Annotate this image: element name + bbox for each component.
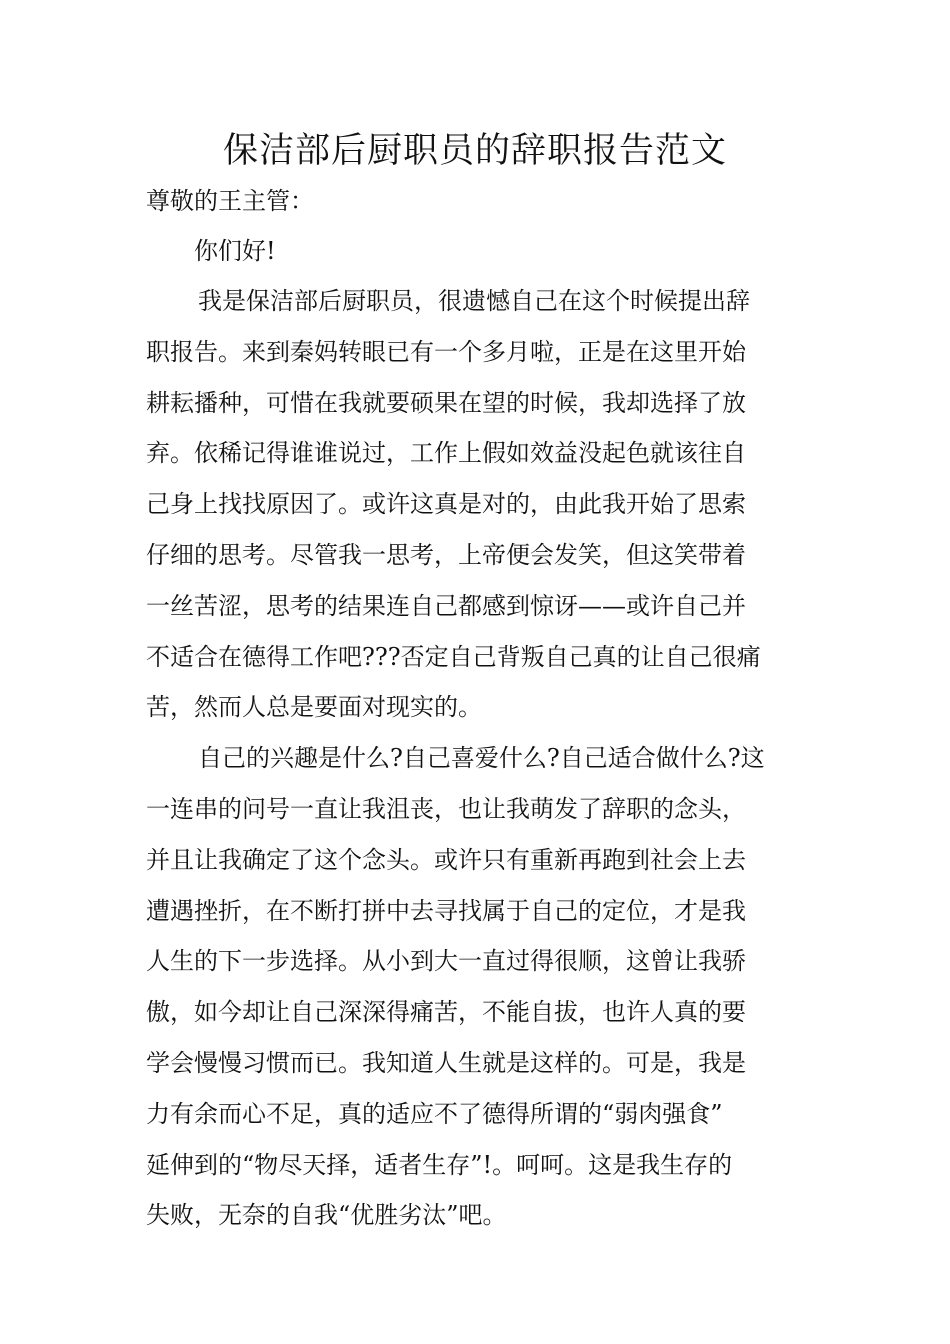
text-line: 职报告。来到秦妈转眼已有一个多月啦，正是在这里开始 bbox=[146, 337, 746, 366]
text-line: 并且让我确定了这个念头。或许只有重新再跑到社会上去 bbox=[146, 845, 746, 874]
document-body bbox=[146, 176, 810, 1241]
text-line: 人生的下一步选择。从小到大一直过得很顺，这曾让我骄 bbox=[146, 947, 746, 976]
greeting: 你们好! bbox=[194, 237, 276, 265]
salutation: 尊敬的王主管： bbox=[146, 187, 314, 215]
text-line: 仔细的思考。尽管我一思考，上帝便会发笑，但这笑带着 bbox=[146, 540, 746, 569]
text-line: 己身上找找原因了。或许这真是对的，由此我开始了思索 bbox=[146, 490, 746, 519]
text-line: 延伸到的“物尽天择，适者生存”!。呵呵。这是我生存的 bbox=[146, 1150, 733, 1179]
text-line: 苦，然而人总是要面对现实的。 bbox=[146, 693, 482, 722]
text-line: 力有余而心不足，真的适应不了德得所谓的“弱肉强食” bbox=[146, 1099, 723, 1128]
text-line: 学会慢慢习惯而已。我知道人生就是这样的。可是，我是 bbox=[146, 1048, 746, 1077]
text-line: 失败，无奈的自我“优胜劣汰”吧。 bbox=[146, 1201, 507, 1230]
text-line: 不适合在德得工作吧???否定自己背叛自己真的让自己很痛 bbox=[146, 642, 761, 671]
paragraph-2 bbox=[146, 733, 810, 1241]
text-line: 一连串的问号一直让我沮丧，也让我萌发了辞职的念头， bbox=[146, 794, 746, 823]
text-line: 傲，如今却让自己深深得痛苦，不能自拔，也许人真的要 bbox=[146, 998, 746, 1027]
text-line: 遭遇挫折，在不断打拼中去寻找属于自己的定位，才是我 bbox=[146, 896, 746, 925]
text-line: 弃。依稀记得谁谁说过，工作上假如效益没起色就该往自 bbox=[146, 439, 746, 468]
paragraph-1 bbox=[146, 276, 810, 733]
text-line: 一丝苦涩，思考的结果连自己都感到惊讶——或许自己并 bbox=[146, 591, 746, 620]
text-line: 自己的兴趣是什么?自己喜爱什么?自己适合做什么?这 bbox=[198, 744, 765, 773]
text-line: 耕耘播种，可惜在我就要硕果在望的时候，我却选择了放 bbox=[146, 388, 746, 417]
text-line: 我是保洁部后厨职员，很遗憾自己在这个时候提出辞 bbox=[198, 287, 750, 315]
document-title: 保洁部后厨职员的辞职报告范文 bbox=[222, 131, 727, 171]
